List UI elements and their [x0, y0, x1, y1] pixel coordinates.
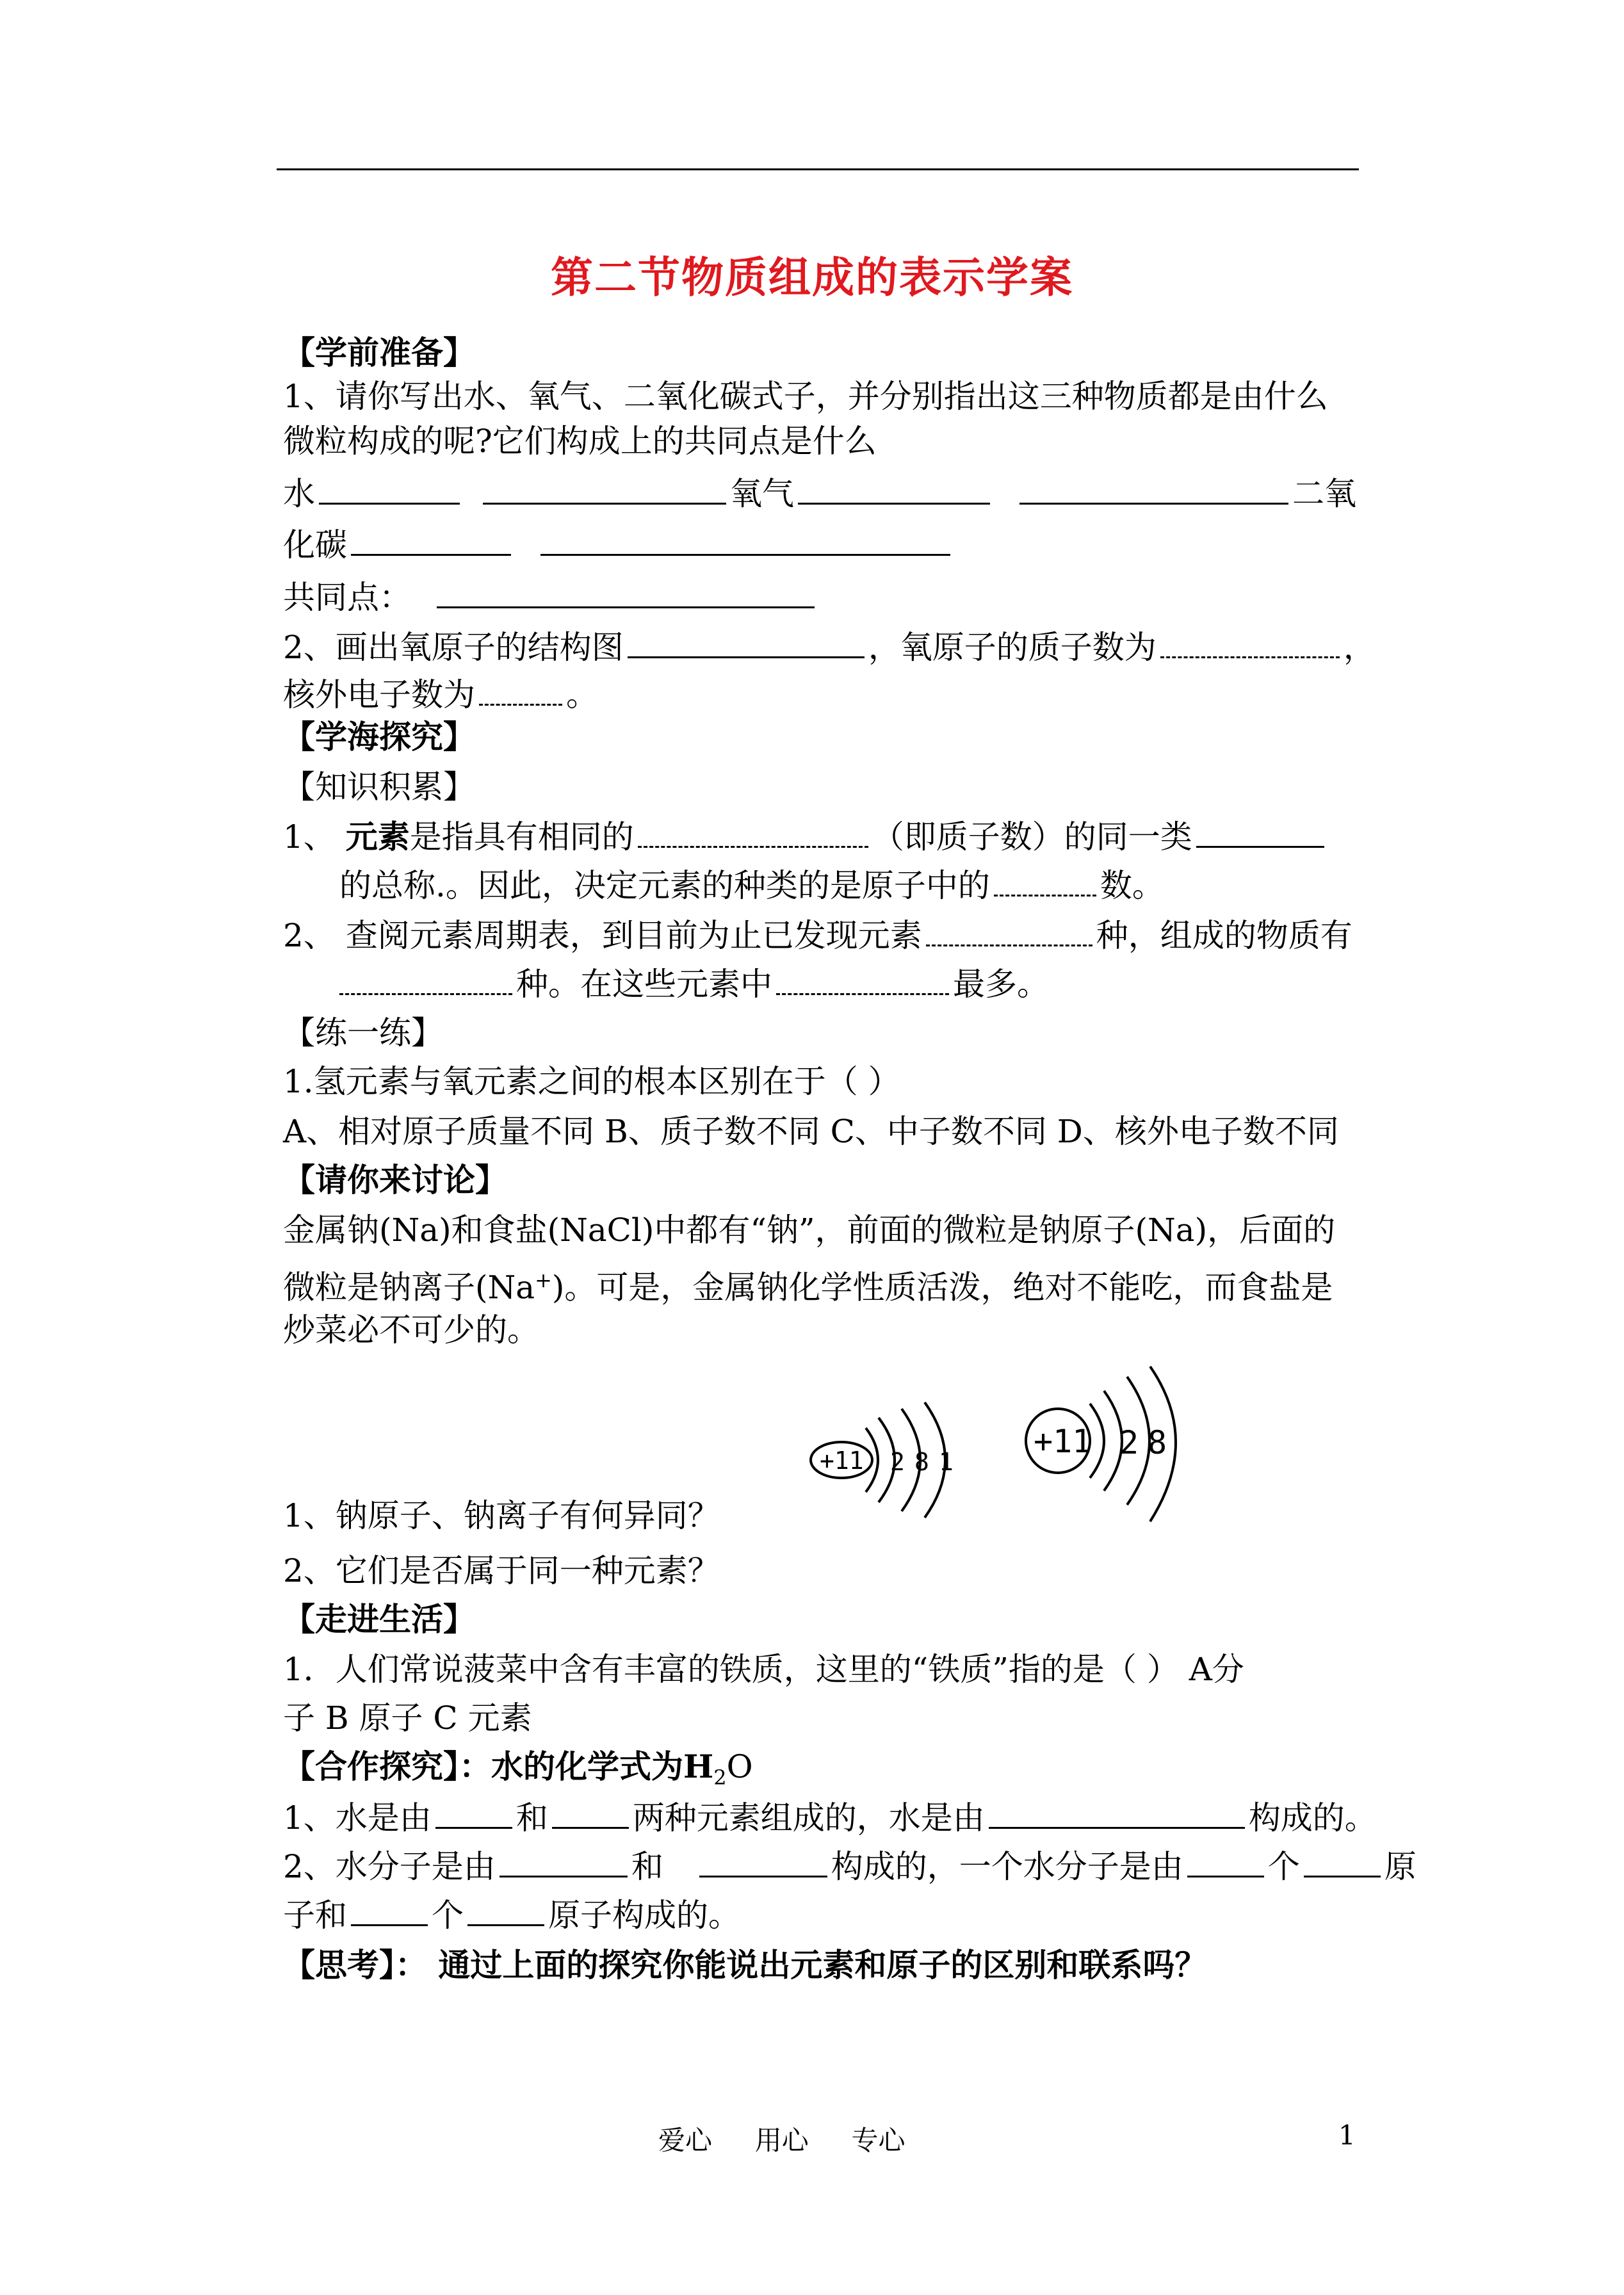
life-question-1-line-2: 子 B 原子 C 元素 — [283, 1699, 532, 1737]
substance-count-blank[interactable] — [339, 968, 512, 995]
knowledge-item-1-text-b: （即质子数）的同一类 — [872, 818, 1192, 856]
discuss-paragraph-line-3: 炒菜必不可少的。 — [283, 1311, 539, 1349]
prep-question-2-period: 。 — [566, 676, 598, 713]
coop-question-2-text-h: 原子构成的。 — [548, 1897, 740, 1934]
molecule-part-2-blank[interactable] — [699, 1850, 827, 1877]
element-count-blank[interactable] — [926, 919, 1092, 946]
coop-question-2-text-e: 原 — [1384, 1848, 1417, 1885]
page-number: 1 — [1338, 2120, 1356, 2151]
discuss-question-2: 2、它们是否属于同一种元素？ — [283, 1552, 720, 1589]
section-practice-header: 【练一练】 — [283, 1014, 443, 1051]
discuss-paragraph-line-1: 金属钠(Na)和食盐(NaCl)中都有“钠”，前面的微粒是钠原子(Na)，后面的 — [283, 1212, 1336, 1249]
life-question-1-line-1: 1．人们常说菠菜中含有丰富的铁质，这里的“铁质”指的是（ ） A分 — [283, 1651, 1244, 1688]
knowledge-item-2-text-d: 最多。 — [953, 966, 1049, 1003]
knowledge-item-1-text-a: 是指具有相同的 — [409, 818, 634, 856]
coop-question-2-text-d: 个 — [1267, 1848, 1300, 1885]
prep-question-2-line-2 — [283, 674, 598, 716]
discuss-paragraph-line-2 — [283, 1259, 1333, 1309]
coop-question-1 — [283, 1797, 1377, 1839]
sodium-atom-shell-1-count: 2 — [890, 1448, 905, 1476]
section-life-header: 【走进生活】 — [283, 1600, 475, 1638]
common-point-blank[interactable] — [437, 581, 815, 608]
water-particle-blank[interactable] — [483, 477, 726, 505]
proton-count-blank[interactable] — [638, 820, 868, 848]
common-point-label: 共同点： — [283, 579, 411, 616]
knowledge-item-2-line-1 — [283, 914, 1352, 957]
water-formula-subscript: 2 — [713, 1765, 727, 1790]
coop-question-1-text-c: 两种元素组成的，水是由 — [632, 1799, 985, 1837]
prep-question-2-line-1 — [283, 626, 1376, 669]
element-term: 元素 — [345, 818, 410, 856]
element-2-blank[interactable] — [552, 1801, 629, 1829]
determining-number-blank[interactable] — [994, 869, 1096, 896]
water-label: 水 — [283, 475, 315, 512]
coop-question-1-text-d: 构成的。 — [1248, 1799, 1377, 1837]
atom-type-1-blank[interactable] — [1304, 1850, 1381, 1877]
footer-slogan: 爱心 用心 专心 — [658, 2125, 905, 2156]
knowledge-item-2-line-2 — [339, 963, 1049, 1005]
atom-type-blank[interactable] — [1196, 820, 1324, 848]
oxygen-formula-blank[interactable] — [798, 477, 990, 505]
oxygen-proton-blank[interactable] — [1160, 631, 1340, 658]
atom-count-2-blank[interactable] — [351, 1899, 428, 1926]
knowledge-item-2-text-c: 种。在这些元素中 — [516, 966, 772, 1003]
discuss-line-2-text-a: 微粒是钠离子(Na — [283, 1269, 535, 1306]
prep-question-2-proton-text: ，氧原子的质子数为 — [868, 629, 1157, 666]
knowledge-item-1-number: 1、 — [283, 818, 336, 856]
knowledge-item-1-text-c: 的总称.。因此，决定元素的种类的是原子中的 — [339, 867, 990, 904]
coop-question-2-line-1 — [283, 1845, 1417, 1888]
section-discuss-header: 【请你来讨论】 — [283, 1161, 507, 1199]
coop-question-2-text-c: 构成的，一个水分子是由 — [831, 1848, 1183, 1885]
co2-label-part-2: 化碳 — [283, 526, 347, 564]
prep-question-2-text: 2、画出氧原子的结构图 — [283, 629, 624, 666]
sodium-structure-diagrams — [794, 1364, 1204, 1530]
co2-label-part-1: 二氧 — [1292, 475, 1356, 512]
oxygen-electron-blank[interactable] — [479, 678, 562, 706]
header-rule — [277, 168, 1359, 170]
section-explore-header: 【学海探究】 — [283, 718, 475, 756]
coop-question-2-text-f: 子和 — [283, 1897, 347, 1934]
water-constituent-blank[interactable] — [989, 1801, 1245, 1829]
discuss-line-2-text-b: )。可是，金属钠化学性质活泼，绝对不能吃，而食盐是 — [551, 1269, 1333, 1306]
atom-type-2-blank[interactable] — [467, 1899, 544, 1926]
section-coop-header-line — [283, 1746, 753, 1799]
page-title: 第二节物质组成的表示学案 — [551, 252, 1073, 302]
discuss-question-1: 1、钠原子、钠离子有何异同？ — [283, 1497, 720, 1534]
oxygen-particle-blank[interactable] — [1019, 477, 1288, 505]
knowledge-item-2-text-a: 2、 查阅元素周期表，到目前为止已发现元素 — [283, 917, 922, 954]
prep-question-2-electron-text: 核外电子数为 — [283, 676, 475, 713]
co2-particle-blank[interactable] — [540, 528, 950, 556]
section-coop-header: 【合作探究】： — [283, 1748, 491, 1785]
knowledge-item-1-line-2 — [339, 864, 1164, 907]
prep-question-1-line-2: 微粒构成的呢?它们构成上的共同点是什么 — [283, 423, 877, 460]
section-think-header: 【思考】： — [283, 1946, 427, 1984]
sodium-ion-shell-1-count: 2 — [1119, 1424, 1139, 1461]
sodium-ion-shell-2-count: 8 — [1148, 1424, 1167, 1461]
coop-question-2-text-g: 个 — [432, 1897, 464, 1934]
knowledge-item-1-text-d: 数。 — [1100, 867, 1164, 904]
water-formula-oxygen: O — [726, 1748, 753, 1785]
section-prep-header: 【学前准备】 — [283, 334, 475, 371]
oxygen-label: 氧气 — [730, 475, 794, 512]
prep-answer-row-1 — [283, 473, 1356, 515]
most-element-blank[interactable] — [776, 968, 949, 995]
sodium-atom-shell-3-count: 1 — [939, 1448, 954, 1476]
prep-answer-row-2 — [283, 524, 954, 566]
co2-formula-blank[interactable] — [351, 528, 511, 556]
sodium-atom-nucleus-label: +11 — [820, 1447, 864, 1475]
think-question: 通过上面的探究你能说出元素和原子的区别和联系吗？ — [427, 1946, 1207, 1984]
sodium-ion-shell-1 — [1090, 1404, 1104, 1478]
molecule-part-1-blank[interactable] — [499, 1850, 628, 1877]
practice-question-1-options: A、相对原子质量不同 B、质子数不同 C、中子数不同 D、核外电子数不同 — [283, 1113, 1339, 1150]
coop-question-2-text-a: 2、水分子是由 — [283, 1848, 496, 1885]
sodium-atom-shell-2-count: 8 — [914, 1448, 929, 1476]
atom-count-1-blank[interactable] — [1187, 1850, 1264, 1877]
knowledge-item-1-line-1 — [283, 816, 1328, 858]
coop-question-2-text-b: 和 — [631, 1848, 674, 1885]
prep-answer-row-3 — [283, 576, 818, 619]
water-formula-blank[interactable] — [319, 477, 460, 505]
coop-title-text: 水的化学式为H — [491, 1748, 714, 1785]
prep-question-1-line-1: 1、请你写出水、氧气、二氧化碳式子，并分别指出这三种物质都是由什么 — [283, 378, 1328, 415]
sodium-ion-charge: + — [535, 1268, 552, 1292]
oxygen-structure-blank[interactable] — [628, 631, 865, 658]
knowledge-item-2-text-b: 种，组成的物质有 — [1096, 917, 1352, 954]
sodium-ion-nucleus-label: +11 — [1034, 1423, 1092, 1460]
think-line — [283, 1944, 1206, 1986]
section-knowledge-header: 【知识积累】 — [283, 768, 475, 806]
coop-question-1-text-a: 1、水是由 — [283, 1799, 432, 1837]
element-1-blank[interactable] — [435, 1801, 512, 1829]
prep-question-2-comma: ， — [1343, 629, 1376, 666]
coop-question-1-text-b: 和 — [516, 1799, 548, 1837]
practice-question-1: 1.氢元素与氧元素之间的根本区别在于（ ） — [283, 1063, 900, 1100]
coop-question-2-line-2 — [283, 1894, 740, 1936]
